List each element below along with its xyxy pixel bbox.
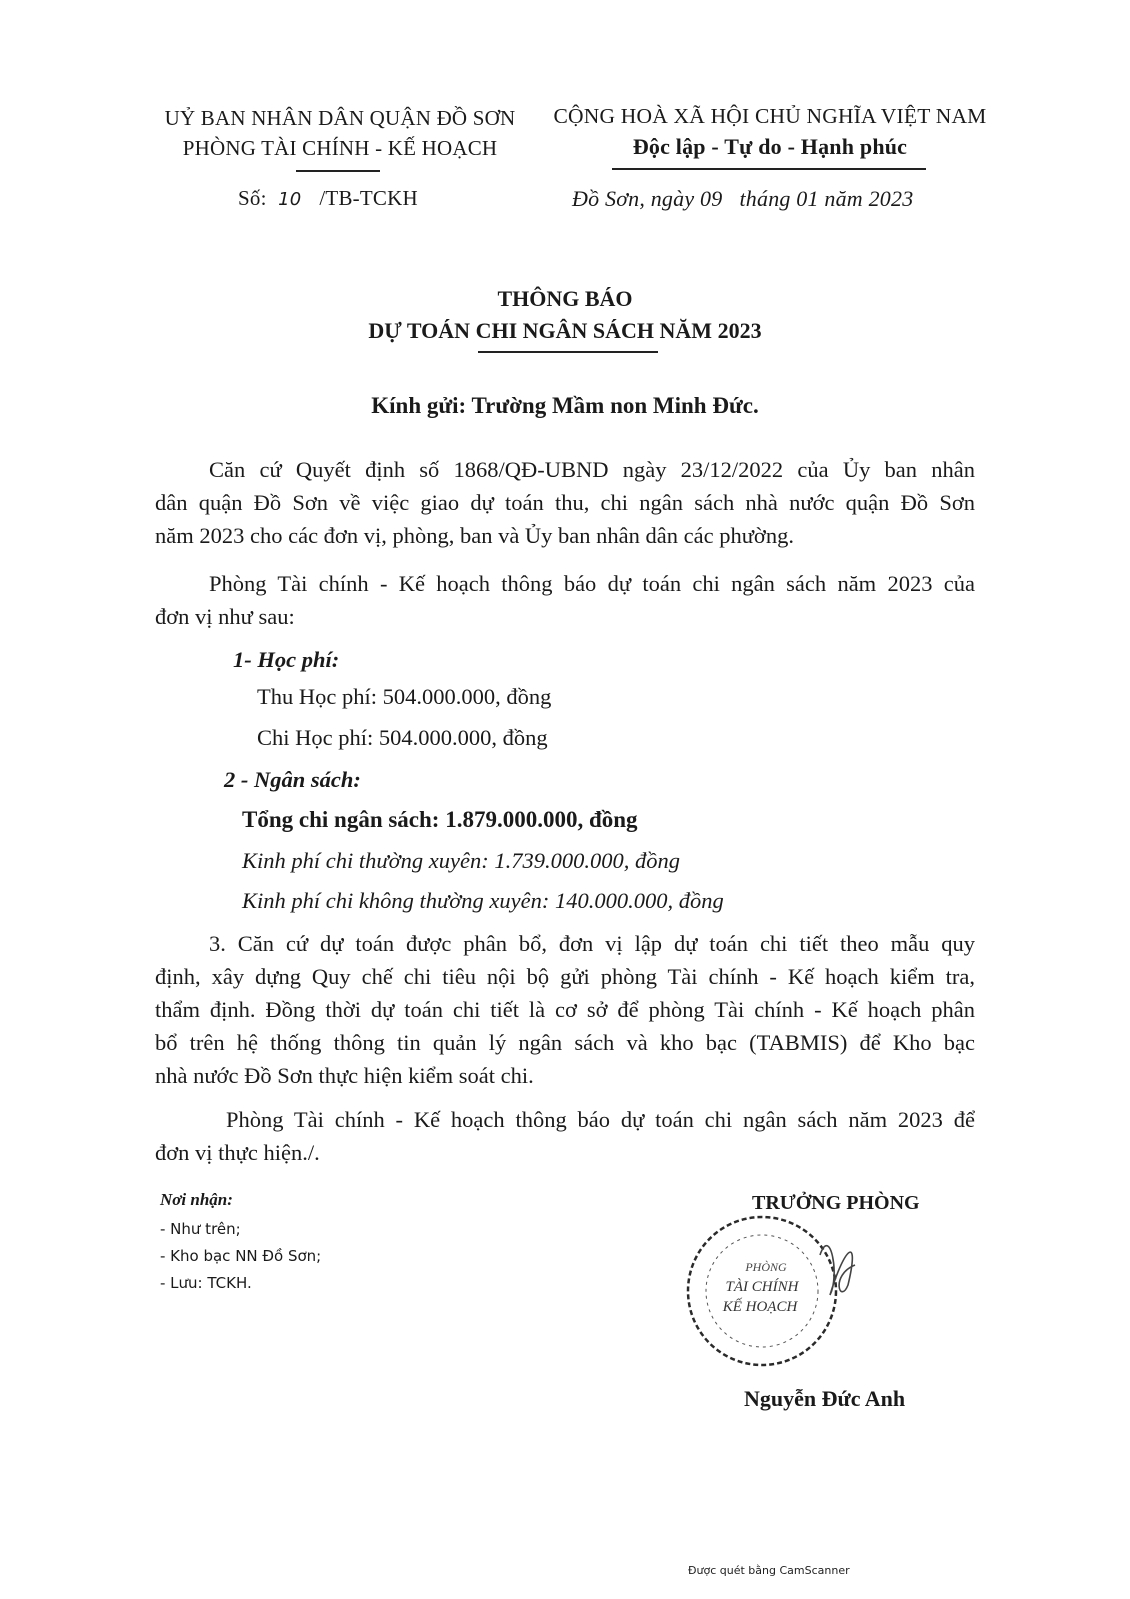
national-motto: Độc lập - Tự do - Hạnh phúc: [632, 134, 908, 159]
recipient-item: - Lưu: TCKH.: [160, 1274, 252, 1292]
closing-line: Phòng Tài chính - Kế hoạch thông báo dự toán chi ngân sách năm 2023 để: [226, 1107, 975, 1132]
document-number-prefix: Số:: [238, 186, 267, 210]
paragraph-2-line: Phòng Tài chính - Kế hoạch thông báo dự toán chi ngân sách năm 2023 của: [209, 571, 975, 596]
tuition-revenue: Thu Học phí: 504.000.000, đồng: [257, 684, 552, 709]
document-number-suffix: /TB-TCKH: [319, 186, 418, 210]
recipient-line: Kính gửi: Trường Mầm non Minh Đức.: [371, 393, 759, 418]
section-1-heading: 1- Học phí:: [233, 647, 340, 672]
signatory-name: Nguyễn Đức Anh: [744, 1386, 906, 1411]
recipients-heading: Nơi nhận:: [160, 1190, 233, 1209]
closing-line: đơn vị thực hiện./.: [155, 1140, 320, 1165]
header-left-underline: [296, 170, 380, 172]
recurring-budget: Kinh phí chi thường xuyên: 1.739.000.000, đồng: [242, 848, 680, 873]
section-3-line: bổ trên hệ thống thông tin quản lý ngân sách và kho bạc (TABMIS) để Kho bạc: [155, 1030, 975, 1055]
paragraph-2-line: đơn vị như sau:: [155, 604, 295, 629]
section-3-line: định, xây dựng Quy chế chi tiêu nội bộ gửi phòng Tài chính - Kế hoạch kiểm tra,: [155, 964, 975, 989]
recipient-item: - Như trên;: [160, 1220, 241, 1238]
paragraph-1-line: dân quận Đồ Sơn về việc giao dự toán thu, chi ngân sách nhà nước quận Đồ Sơn: [155, 490, 975, 515]
national-title: CỘNG HOÀ XÃ HỘI CHỦ NGHĨA VIỆT NAM: [553, 104, 987, 128]
section-2-heading: 2 - Ngân sách:: [224, 767, 361, 792]
stamp-text-line: TÀI CHÍNH: [725, 1279, 799, 1295]
place-date: Đồ Sơn, ngày 09 tháng 01 năm 2023: [572, 186, 914, 211]
title-underline: [478, 351, 658, 353]
stamp-text-line: KẾ HOẠCH: [722, 1299, 798, 1315]
non-recurring-budget: Kinh phí chi không thường xuyên: 140.000.000, đồng: [242, 888, 724, 913]
document-type-title: THÔNG BÁO: [497, 286, 633, 311]
issuing-department: PHÒNG TÀI CHÍNH - KẾ HOẠCH: [182, 136, 498, 160]
section-3-line: 3. Căn cứ dự toán được phân bổ, đơn vị lập dự toán chi tiết theo mẫu quy: [209, 931, 975, 956]
stamp-text-line: PHÒNG: [745, 1260, 787, 1274]
paragraph-1-line: năm 2023 cho các đơn vị, phòng, ban và Ủy ban nhân dân các phường.: [155, 523, 794, 548]
section-3-line: thẩm định. Đồng thời dự toán chi tiết là cơ sở để phòng Tài chính - Kế hoạch phân: [155, 997, 975, 1022]
official-stamp: [670, 1205, 890, 1375]
signatory-title: TRƯỞNG PHÒNG: [752, 1192, 920, 1214]
tuition-expense: Chi Học phí: 504.000.000, đồng: [257, 725, 548, 750]
recipient-item: - Kho bạc NN Đồ Sơn;: [160, 1247, 322, 1265]
section-3-line: nhà nước Đồ Sơn thực hiện kiểm soát chi.: [155, 1063, 534, 1088]
document-number-value: 10: [278, 189, 302, 210]
scanner-watermark: Được quét bằng CamScanner: [688, 1564, 850, 1577]
document-subject-title: DỰ TOÁN CHI NGÂN SÁCH NĂM 2023: [368, 318, 762, 343]
issuing-authority: UỶ BAN NHÂN DÂN QUẬN ĐỒ SƠN: [164, 106, 516, 130]
header-right-underline: [612, 168, 926, 170]
total-budget: Tổng chi ngân sách: 1.879.000.000, đồng: [242, 807, 638, 832]
document-number: [238, 186, 418, 211]
paragraph-1-line: Căn cứ Quyết định số 1868/QĐ-UBND ngày 23/12/2022 của Ủy ban nhân: [209, 457, 975, 482]
